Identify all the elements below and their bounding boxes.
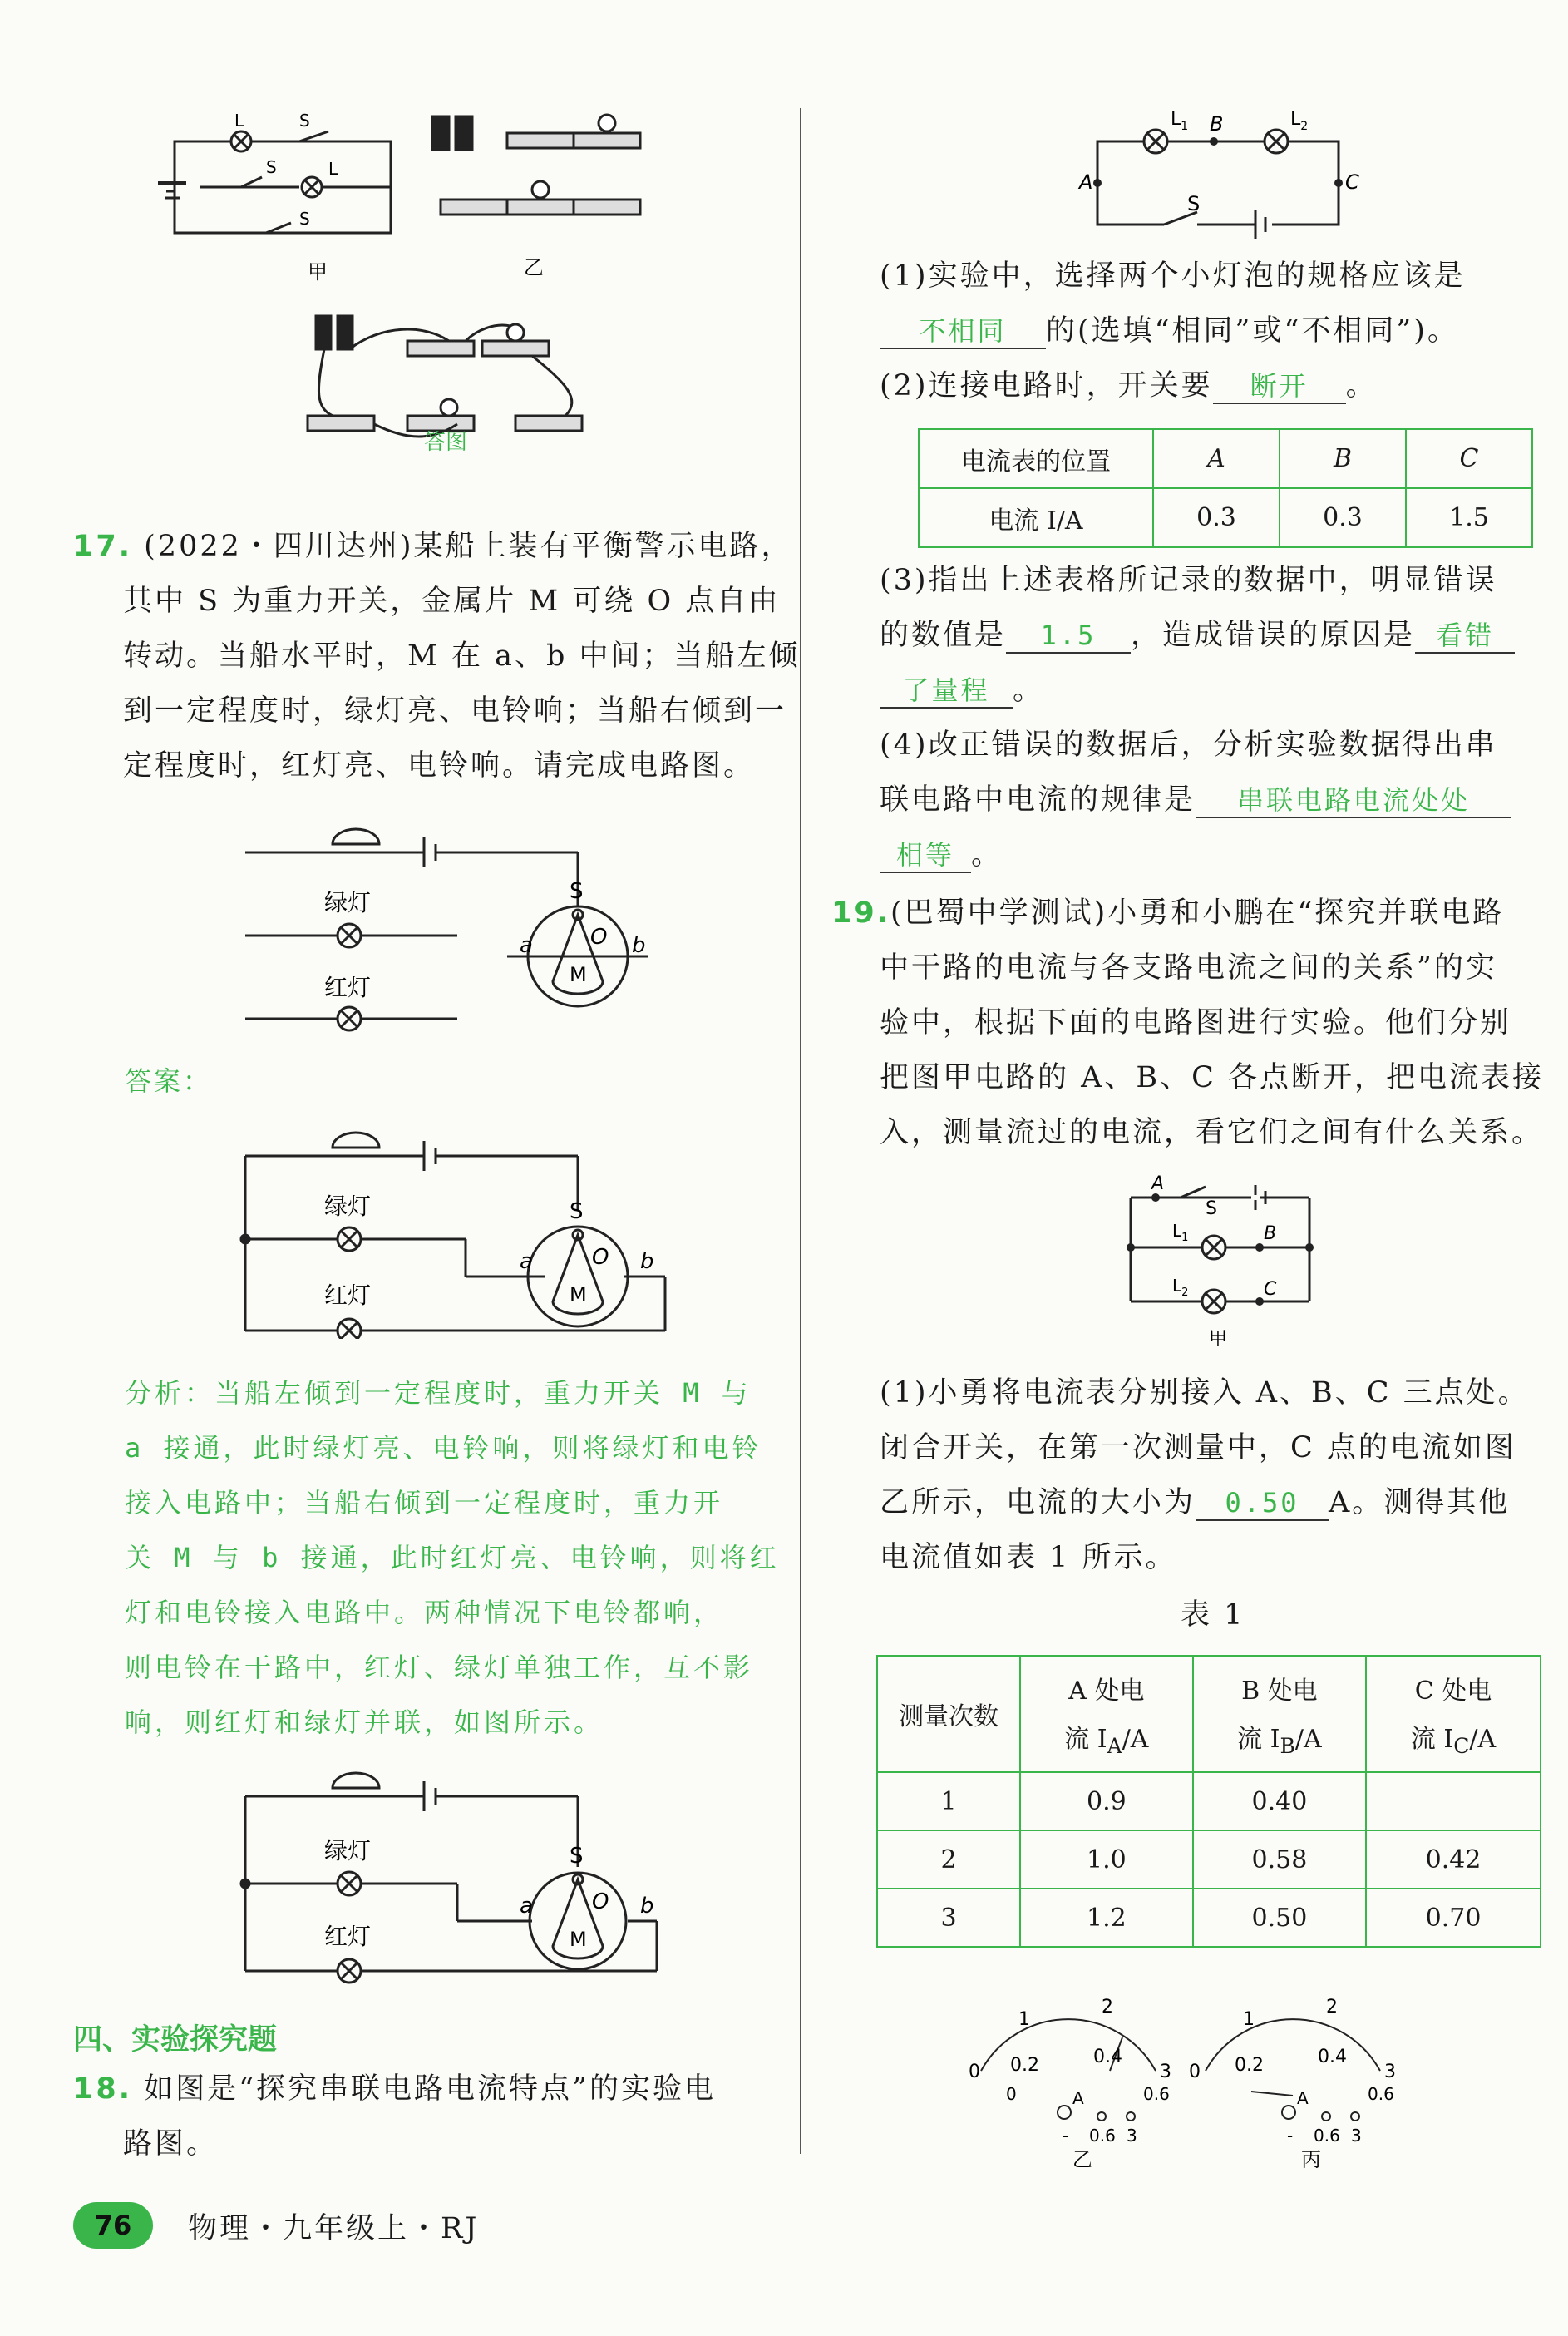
answer-figure-caption: 答图 (424, 430, 468, 453)
q17-answer-green-lamp-label: 绿灯 (324, 1193, 372, 1220)
q18-answer-4b: 了量程 (880, 674, 1013, 709)
q19-table-cell: 3 (877, 1889, 1020, 1947)
q19-ammeters (964, 1971, 1463, 2171)
q17-analysis-red-lamp-label: 红灯 (324, 1923, 372, 1950)
svg-text:3: 3 (1160, 2062, 1171, 2082)
q17-line-1: 17. (2022・四川达州)某船上装有平衡警示电路， (73, 530, 793, 563)
q18-series-circuit (1072, 104, 1372, 241)
q18-p4-line-2: 联电路中电流的规律是 串联电路电流处处 (880, 783, 1511, 818)
q18-answer-2: 断开 (1213, 369, 1346, 404)
figure-answer-wiring (299, 308, 615, 453)
svg-text:0: 0 (1006, 2084, 1017, 2104)
q18-p3-line-1: (3)指出上述表格所记录的数据中，明显错误 (880, 564, 1497, 597)
label-l1: L (234, 111, 244, 131)
q18-point-c: C (1345, 170, 1359, 194)
q19-table-cell: 2 (877, 1830, 1020, 1889)
page-number: 76 (73, 2202, 153, 2249)
q19-switch-s: S (1206, 1198, 1217, 1219)
caption-yi: 乙 (524, 256, 544, 279)
q19-parallel-circuit (1122, 1168, 1330, 1360)
q19-table-cell: 1 (877, 1772, 1020, 1830)
label-s2: S (266, 157, 277, 177)
q18-table-header: A (1153, 429, 1280, 488)
svg-text:0.2: 0.2 (1235, 2055, 1264, 2076)
q19-lamp-l2: $L_2$ (1172, 1276, 1189, 1299)
q19-answer-1: 0.50 (1196, 1486, 1329, 1521)
q19-lamp-l1: $L_1$ (1172, 1221, 1189, 1244)
q17-line-4: 到一定程度时，绿灯亮、电铃响；当船右倾到一 (123, 694, 787, 728)
q18-answer-1: 不相同 (880, 314, 1046, 349)
q18-lamp-l1: $L_1$ (1171, 109, 1189, 133)
q17-answer-label-o: O (592, 1245, 609, 1270)
q17-label-s: S (570, 879, 584, 904)
q19-table-header: 测量次数 (877, 1656, 1020, 1772)
label-s1: S (299, 111, 310, 131)
q18-table-header: 电流表的位置 (919, 429, 1153, 488)
q19-table-cell (1366, 1772, 1541, 1830)
svg-text:0.4: 0.4 (1318, 2047, 1347, 2067)
q18-number: 18. (73, 2072, 133, 2106)
q17-analysis-label-o: O (592, 1889, 609, 1914)
q18-table-cell: 0.3 (1153, 488, 1280, 547)
q18-table-cell: 电流 I/A (919, 488, 1153, 547)
meter-caption-yi: 乙 (1072, 2148, 1092, 2171)
svg-text:1: 1 (1018, 2009, 1030, 2030)
q19-table-title: 表 1 (1181, 1598, 1245, 1632)
q19-line-5: 入，测量流过的电流，看它们之间有什么关系。 (880, 1116, 1544, 1149)
q18-p3-line-2: 的数值是 1.5 ，造成错误的原因是 看错 (880, 619, 1515, 654)
q18-p1-line-1: (1)实验中，选择两个小灯泡的规格应该是 (880, 259, 1466, 293)
q18-p2: (2)连接电路时，开关要 断开 。 (880, 369, 1378, 403)
q19-line-1: 19.(巴蜀中学测试)小勇和小鹏在“探究并联电路 (831, 896, 1505, 930)
q19-table-cell: 0.70 (1366, 1889, 1541, 1947)
q19-table-cell: 0.40 (1193, 1772, 1366, 1830)
section-heading: 四、实验探究题 (73, 2023, 278, 2057)
q17-label-a: a (520, 933, 533, 958)
q18-answer-5b: 相等 (880, 838, 971, 873)
q18-answer-5a: 串联电路电流处处 (1196, 783, 1511, 818)
q17-answer-label-m: M (570, 1283, 587, 1306)
q17-number: 17. (73, 530, 133, 563)
svg-text:2: 2 (1102, 1997, 1113, 2017)
q18-line-2: 路图。 (123, 2127, 219, 2161)
q17-analysis-line-5: 灯和电铃接入电路中。两种情况下电铃都响， (125, 1597, 724, 1628)
q19-line-4: 把图甲电路的 A、B、C 各点断开，把电流表接 (880, 1061, 1545, 1094)
svg-text:0: 0 (969, 2062, 980, 2082)
q17-analysis-label-s: S (570, 1844, 584, 1869)
label-l2: L (328, 159, 338, 179)
q18-p4-line-1: (4)改正错误的数据后，分析实验数据得出串 (880, 728, 1497, 762)
q17-line-2: 其中 S 为重力开关，金属片 M 可绕 O 点自由 (123, 585, 781, 618)
q18-table-header: B (1280, 429, 1406, 488)
q19-table-cell: 1.0 (1020, 1830, 1193, 1889)
q17-answer-label: 答案： (125, 1065, 213, 1097)
svg-text:A: A (1072, 2088, 1084, 2108)
q19-p3: 乙所示，电流的大小为 0.50 A。测得其他 (880, 1486, 1511, 1519)
q17-analysis-label-m: M (570, 1928, 587, 1951)
q17-line-3: 转动。当船水平时，M 在 a、b 中间；当船左倾 (123, 640, 801, 673)
footer-text: 物理・九年级上・RJ (188, 2212, 480, 2245)
q17-answer-red-lamp-label: 红灯 (324, 1282, 372, 1309)
q17-label-m: M (570, 963, 587, 986)
q17-analysis-label-b: b (640, 1894, 654, 1919)
q18-switch-s: S (1187, 192, 1201, 215)
q17-label-b: b (632, 933, 646, 958)
svg-text:3: 3 (1384, 2062, 1396, 2082)
q19-point-b: B (1264, 1223, 1277, 1244)
q19-table-cell: 0.42 (1366, 1830, 1541, 1889)
q17-answer-circuit (233, 1114, 698, 1339)
q17-red-lamp-label: 红灯 (324, 974, 372, 1001)
column-divider (800, 108, 801, 2154)
caption-jia: 甲 (308, 260, 328, 283)
q18-answer-4a: 看错 (1415, 619, 1515, 654)
svg-text:2: 2 (1326, 1997, 1338, 2017)
q17-line-5: 定程度时，红灯亮、电铃响。请完成电路图。 (123, 749, 756, 783)
q19-table-cell: 0.9 (1020, 1772, 1193, 1830)
q19-number: 19. (831, 896, 891, 930)
meter-bing-ticks (1189, 1997, 1396, 2171)
svg-text:0.2: 0.2 (1010, 2055, 1039, 2076)
q18-p4-line-3: 相等 。 (880, 838, 1003, 873)
q19-table-header: C 处电 流 $I_C/A$ (1366, 1656, 1541, 1772)
svg-text:0.6: 0.6 (1314, 2126, 1340, 2146)
q19-table-cell: 0.58 (1193, 1830, 1366, 1889)
q17-analysis-line-6: 则电铃在干路中，红灯、绿灯单独工作，互不影 (125, 1652, 754, 1683)
meter-yi-ticks (969, 1997, 1171, 2171)
q19-p1: (1)小勇将电流表分别接入 A、B、C 三点处。 (880, 1376, 1530, 1410)
q17-green-lamp-label: 绿灯 (324, 889, 372, 916)
q18-table (918, 428, 1533, 548)
svg-text:-: - (1063, 2126, 1069, 2146)
q19-table (876, 1655, 1541, 1948)
q18-p3-line-3: 了量程 。 (880, 674, 1044, 709)
q18-lamp-l2: $L_2$ (1290, 109, 1309, 133)
svg-text:0.6: 0.6 (1089, 2126, 1116, 2146)
q17-label-o: O (590, 925, 608, 950)
q18-table-header: C (1406, 429, 1532, 488)
q17-answer-label-a: a (520, 1249, 533, 1274)
q17-question-circuit (233, 811, 698, 1035)
svg-text:3: 3 (1351, 2126, 1362, 2146)
q18-table-cell: 0.3 (1280, 488, 1406, 547)
q18-table-cell: 1.5 (1406, 488, 1532, 547)
figure-jia-yi (158, 108, 773, 283)
label-s: S (299, 209, 310, 229)
svg-text:0.6: 0.6 (1143, 2084, 1170, 2104)
svg-text:A: A (1297, 2088, 1309, 2108)
svg-text:3: 3 (1127, 2126, 1137, 2146)
q17-analysis-line-2: a 接通，此时绿灯亮、电铃响，则将绿灯和电铃 (125, 1432, 762, 1464)
q18-line-1: 18. 如图是“探究串联电路电流特点”的实验电 (73, 2072, 716, 2106)
q19-figure-caption: 甲 (1209, 1329, 1228, 1350)
q19-point-a: A (1151, 1173, 1165, 1194)
q19-line-2: 中干路的电流与各支路电流之间的关系”的实 (880, 951, 1497, 985)
q17-answer-label-s: S (570, 1199, 584, 1224)
svg-text:0.4: 0.4 (1093, 2047, 1122, 2067)
q17-analysis-line-4: 关 M 与 b 接通，此时红灯亮、电铃响，则将红 (125, 1542, 780, 1573)
svg-text:0.6: 0.6 (1368, 2084, 1394, 2104)
q17-analysis-circuit (233, 1755, 698, 1996)
q17-analysis-label-a: a (520, 1894, 533, 1919)
q17-answer-label-b: b (640, 1249, 654, 1274)
q19-line-3: 验中，根据下面的电路图进行实验。他们分别 (880, 1006, 1512, 1040)
q18-answer-3: 1.5 (1006, 619, 1131, 654)
q17-analysis-line-1: 分析：当船左倾到一定程度时，重力开关 M 与 (125, 1377, 752, 1409)
q17-analysis-line-3: 接入电路中；当船右倾到一定程度时，重力开 (125, 1487, 724, 1519)
q19-p2: 闭合开关，在第一次测量中，C 点的电流如图 (880, 1431, 1516, 1464)
svg-text:-: - (1287, 2126, 1294, 2146)
q17-analysis-green-lamp-label: 绿灯 (324, 1837, 372, 1864)
q18-point-a: A (1079, 170, 1093, 194)
q19-table-cell: 0.50 (1193, 1889, 1366, 1947)
q19-point-c: C (1264, 1279, 1277, 1300)
svg-text:1: 1 (1243, 2009, 1255, 2030)
q19-table-cell: 1.2 (1020, 1889, 1193, 1947)
q19-table-header: A 处电 流 $I_A/A$ (1020, 1656, 1193, 1772)
q18-point-b: B (1210, 112, 1224, 136)
q19-table-header: B 处电 流 $I_B/A$ (1193, 1656, 1366, 1772)
q17-analysis-line-7: 响，则红灯和绿灯并联，如图所示。 (125, 1706, 604, 1738)
svg-text:0: 0 (1189, 2062, 1201, 2082)
q19-p4: 电流值如表 1 所示。 (880, 1541, 1177, 1574)
q18-p1-line-2: 不相同 的(选填“相同”或“不相同”)。 (880, 314, 1459, 349)
meter-caption-bing: 丙 (1301, 2148, 1321, 2171)
